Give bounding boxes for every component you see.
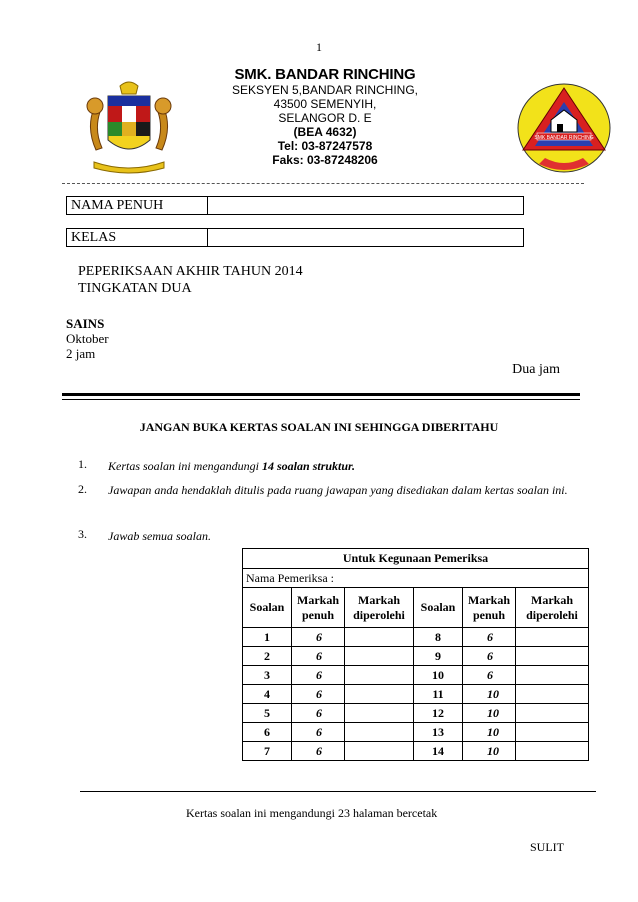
exam-month: Oktober [66,331,109,346]
question-number: 8 [414,628,463,647]
full-mark: 10 [463,685,516,704]
examiner-name-label: Nama Pemeriksa : [243,569,589,588]
obtained-mark[interactable] [345,685,414,704]
obtained-mark[interactable] [516,666,589,685]
question-number: 13 [414,723,463,742]
exam-time: 2 jam [66,346,96,361]
full-mark: 6 [292,685,345,704]
instruction-text: Jawapan anda hendaklah ditulis pada ruang jawapan yang disediakan dalam kertas soalan ini. [108,483,568,497]
exam-title-block [78,263,303,297]
question-number: 9 [414,647,463,666]
footer-divider [80,791,596,792]
question-number: 3 [243,666,292,685]
full-mark: 10 [463,742,516,761]
table-header: Untuk Kegunaan Pemeriksa [243,549,589,569]
obtained-mark[interactable] [516,647,589,666]
coat-of-arms-icon [80,78,178,178]
question-number: 2 [243,647,292,666]
instruction-number: 3. [78,527,87,541]
obtained-mark[interactable] [345,723,414,742]
subject-name: SAINS [66,316,105,331]
class-input[interactable] [208,229,523,246]
class-label: KELAS [67,229,208,246]
obtained-mark[interactable] [516,628,589,647]
table-row [243,723,589,742]
school-address-3: SELANGOR D. E [278,111,372,125]
school-address-2: 43500 SEMENYIH, [273,97,377,111]
page-count-text: Kertas soalan ini mengandungi 23 halaman bercetak [186,806,438,820]
page-number: 1 [316,40,322,54]
exam-level: TINGKATAN DUA [78,281,192,296]
instruction-number: 2. [78,482,87,496]
col-markah-penuh: Markah penuh [292,588,345,628]
obtained-mark[interactable] [345,628,414,647]
question-number: 12 [414,704,463,723]
table-row [243,628,589,647]
instruction-text: Jawab semua soalan. [108,529,211,543]
question-number: 1 [243,628,292,647]
full-mark: 10 [463,723,516,742]
table-row [243,742,589,761]
table-row [243,666,589,685]
question-number: 14 [414,742,463,761]
question-number: 7 [243,742,292,761]
col-soalan: Soalan [243,588,292,628]
col-soalan: Soalan [414,588,463,628]
obtained-mark[interactable] [345,666,414,685]
full-mark: 6 [463,666,516,685]
col-markah-diperolehi: Markah diperolehi [345,588,414,628]
full-mark: 6 [292,647,345,666]
obtained-mark[interactable] [345,704,414,723]
section-divider-thin [62,399,580,400]
question-number: 5 [243,704,292,723]
question-number: 10 [414,666,463,685]
school-header [190,66,460,167]
school-logo-icon [515,80,613,176]
full-name-label: NAMA PENUH [67,197,208,214]
obtained-mark[interactable] [516,704,589,723]
school-address-1: SEKSYEN 5,BANDAR RINCHING, [231,83,419,97]
full-mark: 6 [292,704,345,723]
full-mark: 6 [292,628,345,647]
full-mark: 6 [463,647,516,666]
table-row [243,685,589,704]
instruction-number: 1. [78,457,87,471]
header-divider [62,183,584,184]
logo-text: SMK BANDAR RINCHING [534,135,594,141]
full-name-input[interactable] [208,197,523,214]
full-mark: 6 [292,742,345,761]
school-name: SMK. BANDAR RINCHING [234,66,416,83]
col-markah-diperolehi: Markah diperolehi [516,588,589,628]
examiner-table [242,548,589,761]
classification-label: SULIT [530,840,564,854]
question-number: 6 [243,723,292,742]
instruction-bold: 14 soalan struktur. [262,459,356,473]
obtained-mark[interactable] [516,742,589,761]
class-field[interactable] [66,228,524,247]
school-tel: Tel: 03-87247578 [277,139,373,153]
warning-text: JANGAN BUKA KERTAS SOALAN INI SEHINGGA DIBERITAHU [139,420,499,434]
instruction-text: Kertas soalan ini mengandungi [108,459,263,473]
question-number: 4 [243,685,292,704]
full-mark: 6 [292,723,345,742]
full-mark: 6 [292,666,345,685]
exam-title: PEPERIKSAAN AKHIR TAHUN 2014 [78,264,303,279]
school-fax: Faks: 03-87248206 [272,153,378,167]
obtained-mark[interactable] [345,647,414,666]
question-number: 11 [414,685,463,704]
full-mark: 10 [463,704,516,723]
full-mark: 6 [463,628,516,647]
obtained-mark[interactable] [345,742,414,761]
table-row [243,647,589,666]
table-row [243,704,589,723]
section-divider-thick [62,393,580,396]
exam-duration: Dua jam [512,362,560,377]
full-name-field[interactable] [66,196,524,215]
subject-block [66,316,109,361]
school-code: (BEA 4632) [293,125,357,139]
obtained-mark[interactable] [516,723,589,742]
col-markah-penuh: Markah penuh [463,588,516,628]
obtained-mark[interactable] [516,685,589,704]
